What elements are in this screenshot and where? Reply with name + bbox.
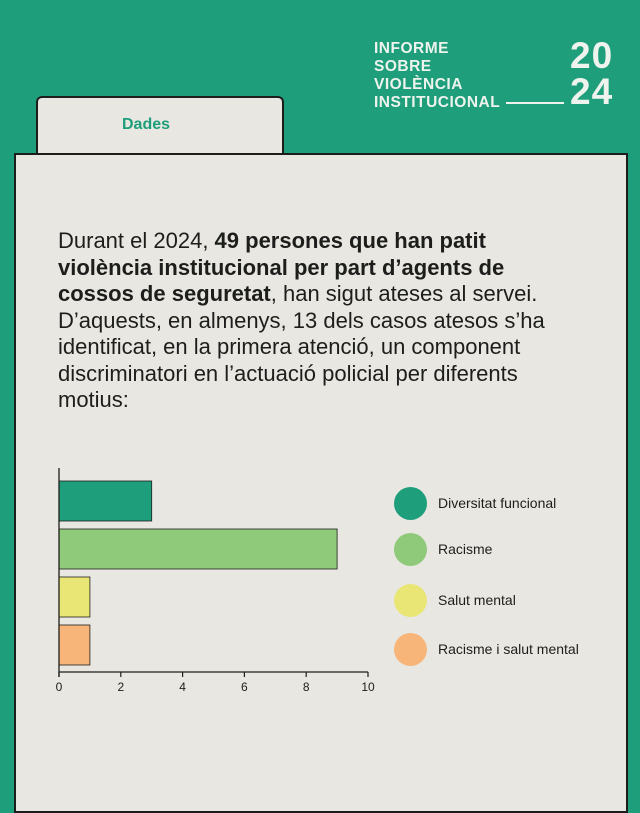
report-title-line: INFORME — [374, 40, 449, 57]
legend-item — [394, 583, 516, 617]
report-title-line: INSTITUCIONAL — [374, 94, 501, 111]
legend-swatch — [394, 487, 427, 520]
report-title-line: SOBRE — [374, 58, 432, 75]
legend-label: Racisme — [438, 541, 493, 557]
year-line: 20 — [570, 35, 614, 76]
intro-part1: Durant el 2024, — [58, 228, 215, 253]
x-tick-label: 0 — [55, 680, 63, 694]
x-tick-label: 4 — [179, 680, 186, 694]
legend-swatch — [394, 533, 427, 566]
legend-item — [394, 486, 556, 520]
x-tick-label: 2 — [117, 680, 125, 694]
intro-highlight: 49 persones que han patit violència institucional per part d’agents de cossos de seguretat — [58, 228, 505, 306]
bar — [59, 625, 90, 665]
legend-label: Salut mental — [438, 592, 516, 608]
bar — [59, 577, 90, 617]
report-title-line: VIOLÈNCIA — [374, 76, 463, 93]
x-tick-label: 10 — [361, 680, 375, 694]
legend-label: Diversitat funcional — [438, 495, 557, 511]
x-tick-label: 8 — [302, 680, 310, 694]
legend-swatch — [394, 584, 427, 617]
legend-item — [394, 632, 579, 666]
legend-item — [394, 532, 492, 566]
legend-label: Racisme i salut mental — [438, 641, 579, 657]
bar — [59, 529, 337, 569]
intro-part2: , han sigut ateses al servei. D’aquests, en almenys, 13 dels casos atesos s’ha identificat, en la primera atenció, un component discriminatori en l’actuació policial per diferents motius: — [58, 281, 545, 412]
bar — [59, 481, 152, 521]
tab-label: Dades — [122, 116, 171, 133]
year-line: 24 — [570, 71, 614, 112]
x-tick-label: 6 — [241, 680, 248, 694]
legend-swatch — [394, 633, 427, 666]
